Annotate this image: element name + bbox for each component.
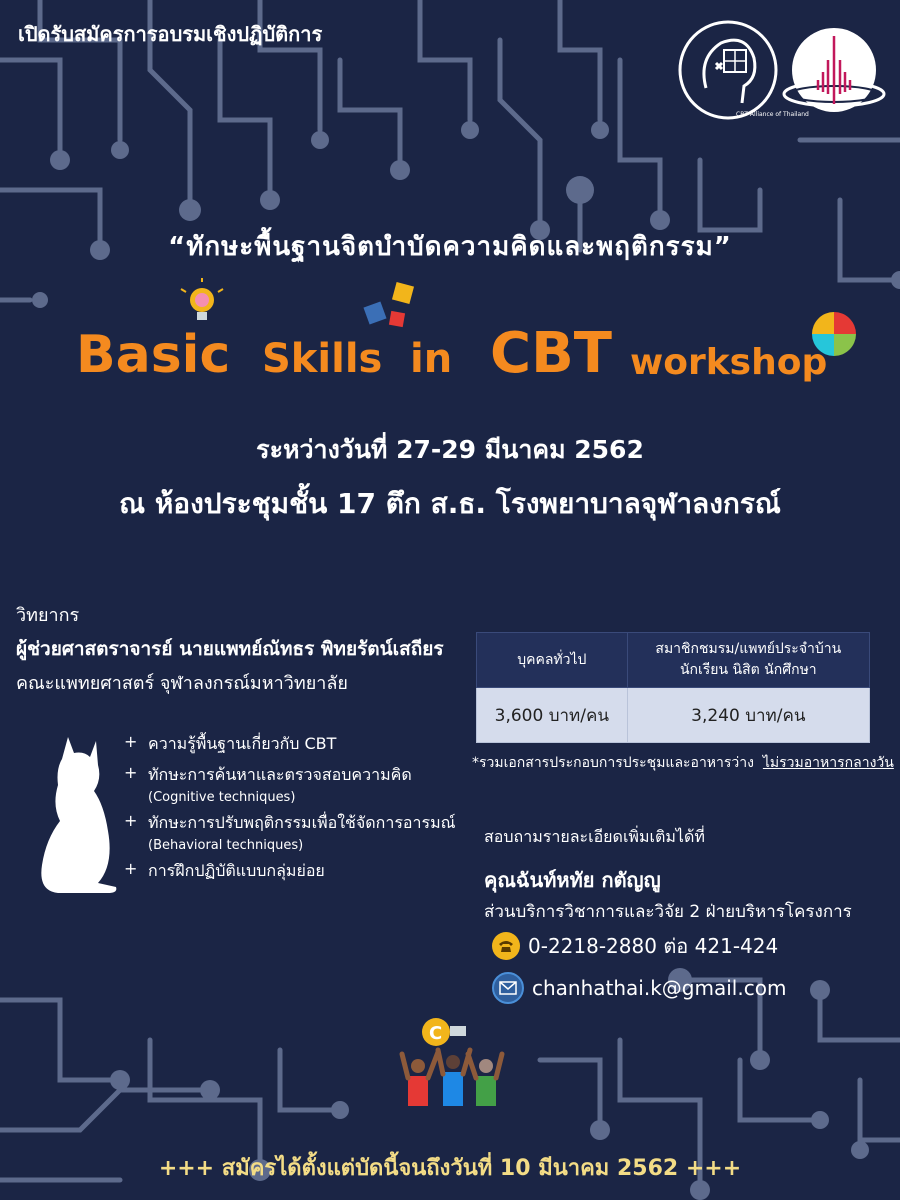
title-word-workshop: workshop — [630, 342, 828, 383]
topic-text: ความรู้พื้นฐานเกี่ยวกับ CBT — [148, 734, 337, 753]
title-word-basic: Basic — [76, 325, 231, 385]
english-workshop-title — [70, 312, 870, 402]
topic-text: ทักษะการค้นหาและตรวจสอบความคิด — [148, 765, 412, 784]
contact-intro: สอบถามรายละเอียดเพิ่มเติมได้ที่ — [484, 827, 705, 846]
topic-subtext: (Behavioral techniques) — [148, 838, 304, 853]
thai-workshop-title: “ทักษะพื้นฐานจิตบำบัดความคิดและพฤติกรรม” — [168, 232, 732, 262]
topic-subtext: (Cognitive techniques) — [148, 790, 296, 805]
mail-icon — [492, 972, 524, 1004]
email-address: chanhathai.k@gmail.com — [532, 976, 787, 1000]
title-word-in: in — [410, 336, 453, 382]
phone-number: 0-2218-2880 ต่อ 421-424 — [528, 934, 779, 958]
title-word-skills: Skills — [262, 336, 383, 382]
hospital-logo — [780, 20, 888, 120]
event-date: ระหว่างวันที่ 27-29 มีนาคม 2562 — [256, 435, 644, 464]
price-general: 3,600 บาท/คน — [477, 688, 628, 743]
plus-icon: + — [124, 811, 138, 830]
price-header-general: บุคคลทั่วไป — [477, 633, 628, 688]
price-header-member: สมาชิกชมรม/แพทย์ประจำบ้าน นักเรียน นิสิต นักศึกษา — [627, 633, 869, 688]
contact-phone[interactable] — [492, 930, 778, 962]
price-note-underlined: ไม่รวมอาหารกลางวัน — [762, 755, 894, 771]
topic-list — [124, 732, 464, 890]
contact-name: คุณฉันท์หทัย กตัญญู — [484, 868, 661, 892]
title-word-cbt: CBT — [490, 321, 612, 386]
contact-department: ส่วนบริการวิชาการและวิจัย 2 ฝ่ายบริหารโครงการ — [484, 902, 852, 922]
contact-email[interactable] — [492, 972, 786, 1004]
list-item — [124, 763, 464, 805]
cat-silhouette-icon — [38, 735, 118, 895]
registration-open-note: เปิดรับสมัครการอบรมเชิงปฏิบัติการ — [18, 22, 323, 46]
event-venue: ณ ห้องประชุมชั้น 17 ตึก ส.ธ. โรงพยาบาลจุฬาลงกรณ์ — [119, 487, 781, 520]
topic-text: ทักษะการปรับพฤติกรรมเพื่อใช้จัดการอารมณ์ — [148, 813, 456, 832]
speaker-label: วิทยากร — [16, 605, 80, 626]
phone-icon — [492, 932, 520, 960]
price-note: *รวมเอกสารประกอบการประชุมและอาหารว่าง ไม่รวมอาหารกลางวัน — [472, 755, 894, 771]
list-item — [124, 859, 464, 884]
logo-text: CBT Alliance of Thailand — [736, 111, 809, 118]
list-item — [124, 811, 464, 853]
price-member: 3,240 บาท/คน — [627, 688, 869, 743]
people-idea-icon — [398, 1014, 508, 1114]
plus-icon: + — [124, 732, 138, 751]
speaker-name: ผู้ช่วยศาสตราจารย์ นายแพทย์ณัทธร พิทยรัตน์เสถียร — [16, 638, 444, 660]
svg-text:C: C — [429, 1023, 443, 1044]
plus-icon: + — [124, 763, 138, 782]
registration-deadline: +++ สมัครได้ตั้งแต่บัดนี้จนถึงวันที่ 10 มีนาคม 2562 +++ — [158, 1156, 742, 1181]
price-table — [476, 632, 870, 743]
cbt-alliance-logo — [676, 18, 809, 122]
topic-text: การฝึกปฏิบัติแบบกลุ่มย่อย — [148, 861, 325, 880]
list-item — [124, 732, 464, 757]
speaker-affiliation: คณะแพทยศาสตร์ จุฬาลงกรณ์มหาวิทยาลัย — [16, 673, 348, 694]
plus-icon: + — [124, 859, 138, 878]
